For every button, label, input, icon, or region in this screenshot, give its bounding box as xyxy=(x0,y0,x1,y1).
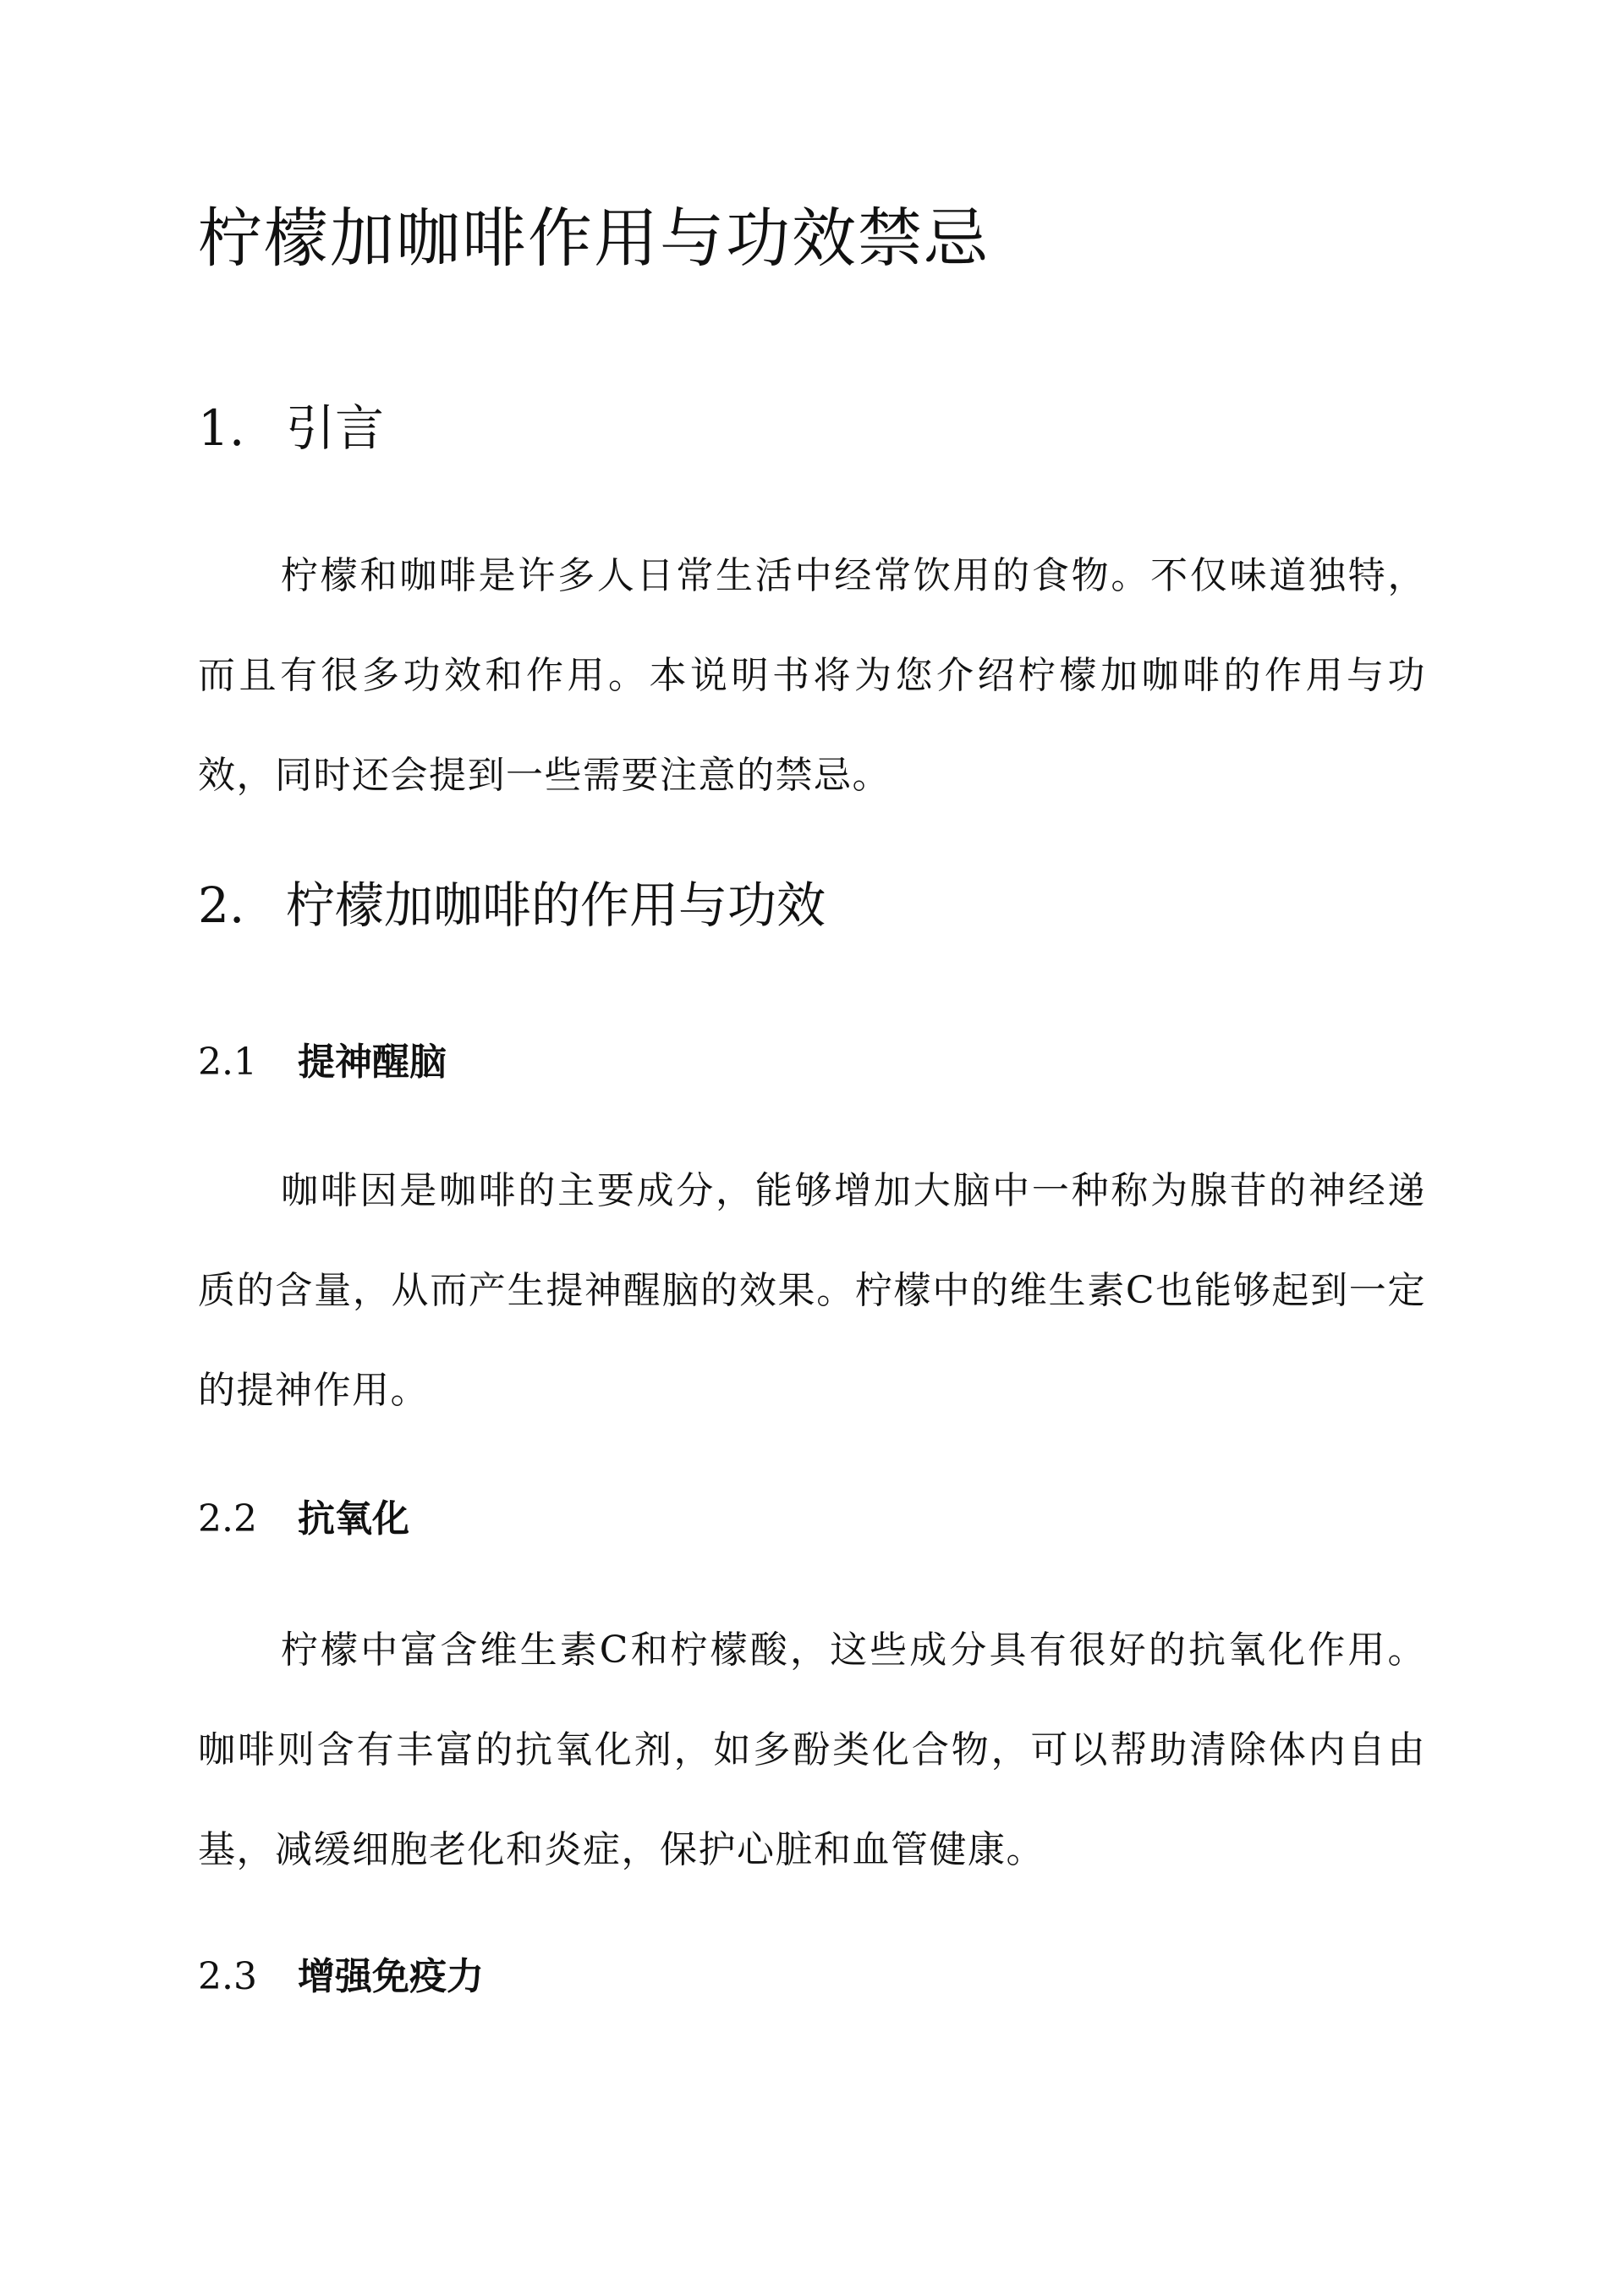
section-title: 柠檬加咖啡的作用与功效 xyxy=(286,876,826,934)
section-heading-effects xyxy=(198,876,826,936)
subsection-number: 2.3 xyxy=(198,1955,257,1998)
introduction-paragraph: 柠檬和咖啡是许多人日常生活中经常饮用的食物。不仅味道独特，而且有很多功效和作用。本说明书将为您介绍柠檬加咖啡的作用与功效，同时还会提到一些需要注意的禁忌。 xyxy=(198,554,1426,797)
subsection-heading-antioxidant xyxy=(198,1497,409,1542)
section-number: 2. xyxy=(198,876,245,934)
subsection-number: 2.2 xyxy=(198,1497,257,1541)
subsection-heading-immunity xyxy=(198,1955,484,2000)
antioxidant-paragraph: 柠檬中富含维生素C和柠檬酸，这些成分具有很好的抗氧化作用。咖啡则含有丰富的抗氧化剂，如多酚类化合物，可以帮助清除体内自由基，减缓细胞老化和炎症，保护心脏和血管健康。 xyxy=(198,1629,1426,1871)
subsection-title: 抗氧化 xyxy=(298,1497,409,1541)
refreshing-paragraph: 咖啡因是咖啡的主要成分，能够增加大脑中一种称为腺苷的神经递质的含量，从而产生提神醒脑的效果。柠檬中的维生素C也能够起到一定的提神作用。 xyxy=(198,1169,1426,1412)
subsection-title: 提神醒脑 xyxy=(298,1041,447,1084)
subsection-heading-refreshing xyxy=(198,1041,447,1085)
document-title: 柠檬加咖啡作用与功效禁忌 xyxy=(198,200,990,276)
section-heading-introduction xyxy=(198,399,384,459)
subsection-number: 2.1 xyxy=(198,1041,257,1084)
section-title: 引言 xyxy=(286,399,385,457)
subsection-title: 增强免疫力 xyxy=(298,1955,484,1998)
section-number: 1. xyxy=(198,399,245,457)
